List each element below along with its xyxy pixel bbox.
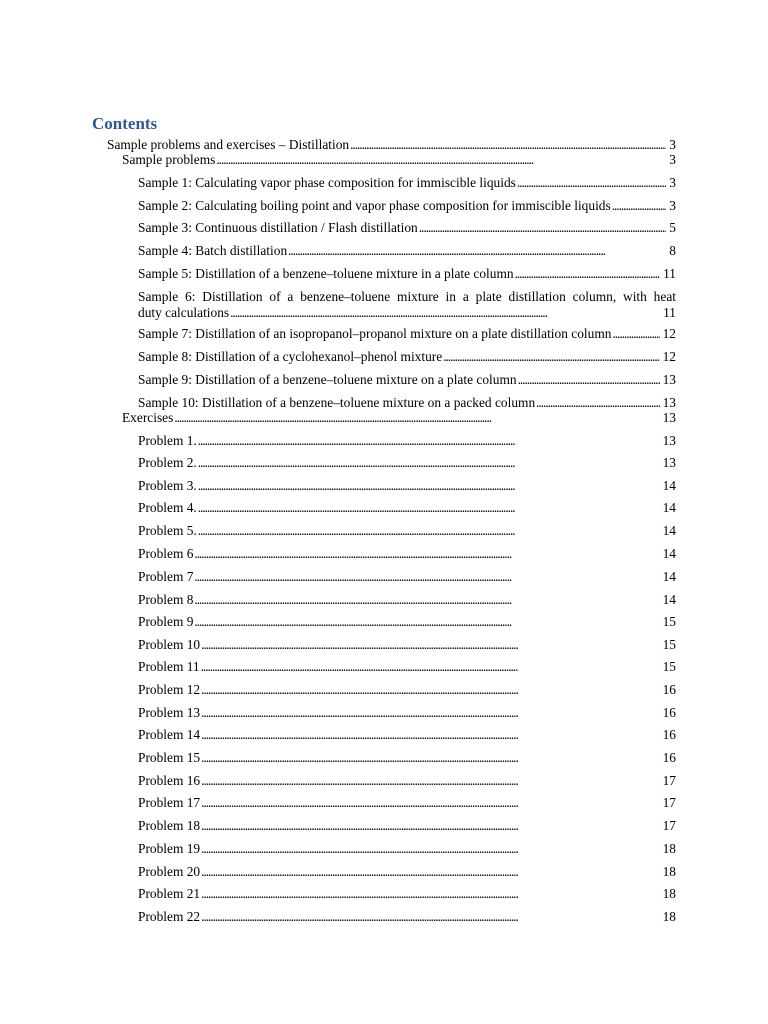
toc-entry[interactable] bbox=[138, 909, 676, 925]
toc-page-number: 12 bbox=[662, 326, 676, 341]
toc-entry-text: Problem 4. bbox=[138, 500, 197, 515]
toc-entry-text: Problem 18 bbox=[138, 818, 201, 833]
toc-entry[interactable] bbox=[138, 795, 676, 811]
toc-page-number: 11 bbox=[663, 305, 676, 320]
toc-entry[interactable] bbox=[138, 682, 676, 698]
toc-page-number: 3 bbox=[669, 175, 676, 190]
toc-entry[interactable] bbox=[138, 750, 676, 766]
toc-entry[interactable] bbox=[138, 500, 676, 516]
toc-entry-text: Problem 10 bbox=[138, 637, 201, 652]
toc-entry[interactable] bbox=[138, 637, 676, 653]
toc-page-number: 14 bbox=[662, 546, 676, 561]
toc-entry-text: Problem 2. bbox=[138, 455, 197, 470]
toc-entry[interactable] bbox=[138, 614, 676, 630]
dot-leader bbox=[198, 433, 660, 449]
dot-leader bbox=[201, 886, 659, 902]
toc-entry-text: Problem 7 bbox=[138, 569, 194, 584]
toc-entry-text: Sample 10: Distillation of a benzene–toluene mixture on a packed column bbox=[138, 395, 536, 410]
toc-page-number: 17 bbox=[662, 795, 676, 810]
toc-entry-text: Problem 8 bbox=[138, 592, 194, 607]
toc-entry[interactable] bbox=[138, 349, 676, 365]
toc-entry-text: Sample 1: Calculating vapor phase composition for immiscible liquids bbox=[138, 175, 516, 190]
toc-entry[interactable] bbox=[138, 289, 676, 321]
toc-entry-text: Exercises bbox=[122, 410, 174, 425]
contents-heading: Contents bbox=[92, 114, 158, 133]
toc-page-number: 13 bbox=[662, 433, 676, 448]
dot-leader bbox=[201, 659, 660, 675]
toc-entry[interactable] bbox=[138, 818, 676, 834]
toc-entry-text: Sample 5: Distillation of a benzene–toluene mixture in a plate column bbox=[138, 266, 514, 281]
toc-entry[interactable] bbox=[138, 569, 676, 585]
toc-entry[interactable] bbox=[138, 886, 676, 902]
toc-entry-text: Sample problems and exercises – Distillation bbox=[107, 137, 350, 152]
toc-entry-text: Sample 6: Distillation of a benzene–toluene mixture in a plate distillation column, with heat bbox=[138, 289, 676, 304]
toc-entry-text: Problem 5. bbox=[138, 523, 197, 538]
toc-entry[interactable] bbox=[138, 455, 676, 471]
toc-page-number: 15 bbox=[662, 659, 676, 674]
toc-entry-text-continued: duty calculations bbox=[138, 305, 230, 320]
toc-entry-text: Sample 7: Distillation of an isopropanol–propanol mixture on a plate distillation column bbox=[138, 326, 612, 341]
toc-entry[interactable] bbox=[107, 137, 676, 153]
toc-entry[interactable] bbox=[138, 546, 676, 562]
toc-entry[interactable] bbox=[138, 326, 676, 342]
dot-leader bbox=[612, 198, 667, 214]
toc-page-number: 18 bbox=[662, 864, 676, 879]
dot-leader bbox=[201, 818, 659, 834]
dot-leader bbox=[198, 523, 660, 539]
toc-entry[interactable] bbox=[138, 372, 676, 388]
dot-leader bbox=[517, 175, 666, 191]
toc-entry-text: Problem 20 bbox=[138, 864, 201, 879]
toc-page-number: 3 bbox=[669, 152, 676, 167]
toc-page-number: 16 bbox=[662, 705, 676, 720]
toc-entry-text: Problem 21 bbox=[138, 886, 201, 901]
toc-entry[interactable] bbox=[138, 433, 676, 449]
toc-entry-text: Problem 11 bbox=[138, 659, 200, 674]
toc-page-number: 13 bbox=[662, 372, 676, 387]
dot-leader bbox=[216, 152, 666, 168]
toc-entry-text: Sample 4: Batch distillation bbox=[138, 243, 288, 258]
toc-page-number: 14 bbox=[662, 523, 676, 538]
toc-page-number: 16 bbox=[662, 727, 676, 742]
dot-leader bbox=[612, 326, 659, 342]
toc-entry[interactable] bbox=[138, 592, 676, 608]
dot-leader bbox=[201, 682, 659, 698]
toc-page-number: 17 bbox=[662, 773, 676, 788]
toc-page-number: 15 bbox=[662, 614, 676, 629]
toc-page-number: 14 bbox=[662, 569, 676, 584]
toc-entry-text: Sample 9: Distillation of a benzene–toluene mixture on a plate column bbox=[138, 372, 517, 387]
toc-page-number: 13 bbox=[662, 410, 676, 425]
toc-entry-text: Problem 13 bbox=[138, 705, 201, 720]
toc-page-number: 15 bbox=[662, 637, 676, 652]
toc-entry-text: Problem 19 bbox=[138, 841, 201, 856]
dot-leader bbox=[230, 305, 660, 321]
toc-entry[interactable] bbox=[138, 773, 676, 789]
toc-entry-text: Sample problems bbox=[122, 152, 216, 167]
toc-entry[interactable] bbox=[122, 410, 676, 426]
dot-leader bbox=[201, 750, 659, 766]
toc-entry-text: Problem 12 bbox=[138, 682, 201, 697]
toc-entry[interactable] bbox=[122, 152, 676, 168]
toc-entry-text: Sample 3: Continuous distillation / Flash distillation bbox=[138, 220, 418, 235]
toc-entry[interactable] bbox=[138, 659, 676, 675]
toc-page-number: 18 bbox=[662, 909, 676, 924]
toc-page-number: 12 bbox=[662, 349, 676, 364]
toc-entry-text: Problem 6 bbox=[138, 546, 194, 561]
toc-entry-text: Sample 8: Distillation of a cyclohexanol–phenol mixture bbox=[138, 349, 443, 364]
dot-leader bbox=[515, 266, 661, 282]
toc-entry[interactable] bbox=[138, 727, 676, 743]
toc-page-number: 17 bbox=[662, 818, 676, 833]
toc-page-number: 3 bbox=[669, 198, 676, 213]
dot-leader bbox=[443, 349, 659, 365]
toc-page-number: 5 bbox=[669, 220, 676, 235]
dot-leader bbox=[201, 727, 659, 743]
toc-entry[interactable] bbox=[138, 198, 676, 214]
toc-entry-text: Problem 1. bbox=[138, 433, 197, 448]
dot-leader bbox=[419, 220, 667, 236]
toc-entry[interactable] bbox=[138, 478, 676, 494]
toc-page-number: 14 bbox=[662, 500, 676, 515]
dot-leader bbox=[201, 864, 659, 880]
dot-leader bbox=[174, 410, 659, 426]
toc-entry[interactable] bbox=[138, 841, 676, 857]
toc-entry-text: Sample 2: Calculating boiling point and vapor phase composition for immiscible liquids bbox=[138, 198, 611, 213]
dot-leader bbox=[201, 795, 659, 811]
dot-leader bbox=[194, 569, 659, 585]
toc-entry[interactable] bbox=[138, 523, 676, 539]
toc-entry[interactable] bbox=[138, 175, 676, 191]
dot-leader bbox=[201, 705, 659, 721]
toc-entry-text: Problem 3. bbox=[138, 478, 197, 493]
dot-leader bbox=[201, 841, 659, 857]
toc-entry-text: Problem 22 bbox=[138, 909, 201, 924]
dot-leader bbox=[198, 500, 660, 516]
toc-page-number: 11 bbox=[663, 266, 676, 281]
toc-page-number: 18 bbox=[662, 886, 676, 901]
toc-entry-text: Problem 17 bbox=[138, 795, 201, 810]
toc-entry-text: Problem 9 bbox=[138, 614, 194, 629]
toc-entry[interactable] bbox=[138, 220, 676, 236]
dot-leader bbox=[198, 455, 660, 471]
dot-leader bbox=[536, 395, 659, 411]
dot-leader bbox=[198, 478, 660, 494]
toc-page-number: 18 bbox=[662, 841, 676, 856]
toc-page-number: 13 bbox=[662, 455, 676, 470]
dot-leader bbox=[201, 909, 659, 925]
toc-entry-text: Problem 15 bbox=[138, 750, 201, 765]
toc-page-number: 13 bbox=[662, 395, 676, 410]
toc-entry[interactable] bbox=[138, 395, 676, 411]
dot-leader bbox=[350, 137, 666, 153]
dot-leader bbox=[194, 546, 659, 562]
toc-page-number: 3 bbox=[669, 137, 676, 152]
toc-entry-text: Problem 16 bbox=[138, 773, 201, 788]
toc-page-number: 14 bbox=[662, 592, 676, 607]
toc-entry[interactable] bbox=[138, 266, 676, 282]
dot-leader bbox=[288, 243, 666, 259]
toc-page-number: 16 bbox=[662, 682, 676, 697]
toc-page-number: 14 bbox=[662, 478, 676, 493]
dot-leader bbox=[194, 614, 659, 630]
dot-leader bbox=[201, 773, 659, 789]
dot-leader bbox=[201, 637, 659, 653]
dot-leader bbox=[518, 372, 660, 388]
toc-entry[interactable] bbox=[138, 243, 676, 259]
dot-leader bbox=[194, 592, 659, 608]
toc-entry-text: Problem 14 bbox=[138, 727, 201, 742]
toc-page-number: 16 bbox=[662, 750, 676, 765]
toc-page-number: 8 bbox=[669, 243, 676, 258]
toc-entry[interactable] bbox=[138, 705, 676, 721]
toc-entry[interactable] bbox=[138, 864, 676, 880]
